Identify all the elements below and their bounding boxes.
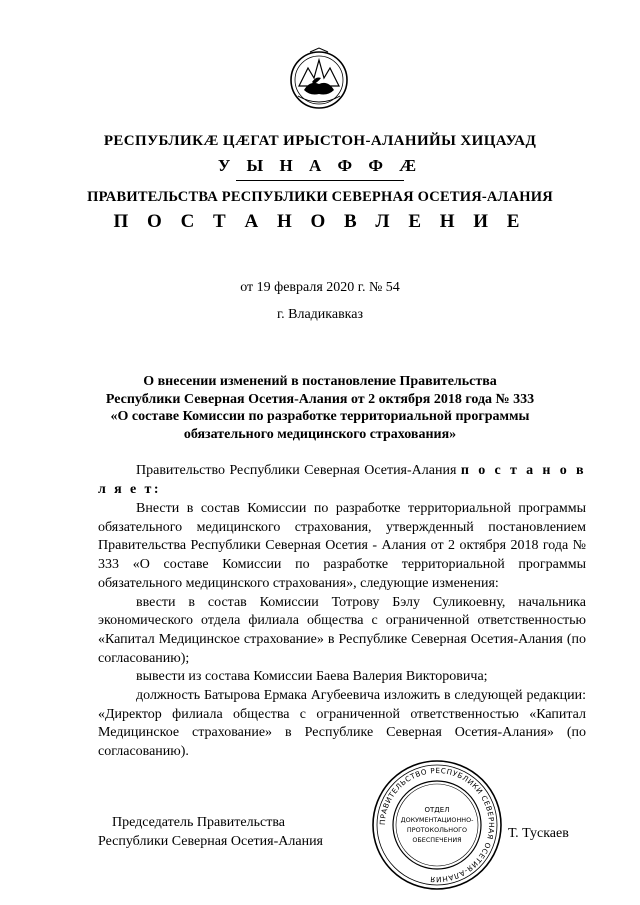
title-line: «О составе Комиссии по разработке территориальной программы <box>110 409 530 424</box>
header-republic-ossetian: РЕСПУБЛИКÆ ЦÆГАТ ИРЫСТОН-АЛАНИЙЫ ХИЦАУАД <box>103 133 537 149</box>
header-doc-type-ossetian: У Ы Н А Ф Ф Æ <box>217 156 423 175</box>
paragraph-add-member: ввести в состав Комиссии Тотрову Бэлу Суликоевну, начальника экономического отдела филиала общества с ограниченной ответственностью «Капитал Медицинское страхование» в Республике Северная Осетия-Алания (по согласованию); <box>98 594 586 666</box>
intro-resolves: п о с т а н о в л я е т: <box>98 463 586 497</box>
document-city: г. Владикавказ <box>276 307 364 322</box>
body-content <box>98 500 586 762</box>
header-divider <box>236 180 404 181</box>
paragraph-amendments: Внести в состав Комиссии по разработке территориальной программы обязательного медицинского страхования, утвержденный постановлением Правительства Республики Северная Осетия - Алания от 2 октября 2018 года № 333 «О составе Комиссии по разработке территориальной программы обязательного медицинского страхования», следующие изменения: <box>98 501 586 591</box>
header-doc-type-russian: П О С Т А Н О В Л Е Н И Е <box>113 211 527 232</box>
stamp-center-line: ПРОТОКОЛЬНОГО <box>406 826 468 834</box>
stamp-center-line: ОБЕСПЕЧЕНИЯ <box>412 836 462 844</box>
signature-position-line: Республики Северная Осетия-Алания <box>98 834 323 849</box>
stamp-center-line: ДОКУМЕНТАЦИОННО- <box>400 816 474 824</box>
title-line: Республики Северная Осетия-Алания от 2 октября 2018 года № 333 <box>105 391 535 407</box>
signature-position-line: Председатель Правительства <box>112 815 285 830</box>
stamp-center-line: ОТДЕЛ <box>424 806 450 814</box>
signature-position <box>98 813 323 851</box>
document-title <box>100 373 540 443</box>
signature-name: Т. Тускаев <box>508 826 569 841</box>
title-line: О внесении изменений в постановление Правительства <box>143 374 497 389</box>
intro-paragraph <box>98 462 586 499</box>
title-line: обязательного медицинского страхования» <box>183 426 457 442</box>
paragraph-remove-member: вывести из состава Комиссии Баева Валерия Викторовича; <box>136 669 488 685</box>
paragraph-position-change: должность Батырова Ермака Агубеевича изложить в следующей редакции: «Директор филиала общества с ограниченной ответственностью «Капитал Медицинское страхование» в Республике Северная Осетия-Алания» (по согласованию). <box>98 688 586 760</box>
official-stamp <box>370 758 504 892</box>
intro-text: Правительство Республики Северная Осетия-Алания <box>136 463 457 478</box>
coat-of-arms-icon <box>288 46 350 118</box>
stamp-outer-text: ПРАВИТЕЛЬСТВО РЕСПУБЛИКИ СЕВЕРНАЯ ОСЕТИЯ-АЛАНИЯ <box>377 765 497 885</box>
document-date: от 19 февраля 2020 г. № 54 <box>240 280 400 295</box>
header-government-russian: ПРАВИТЕЛЬСТВА РЕСПУБЛИКИ СЕВЕРНАЯ ОСЕТИЯ-АЛАНИЯ <box>87 189 553 205</box>
